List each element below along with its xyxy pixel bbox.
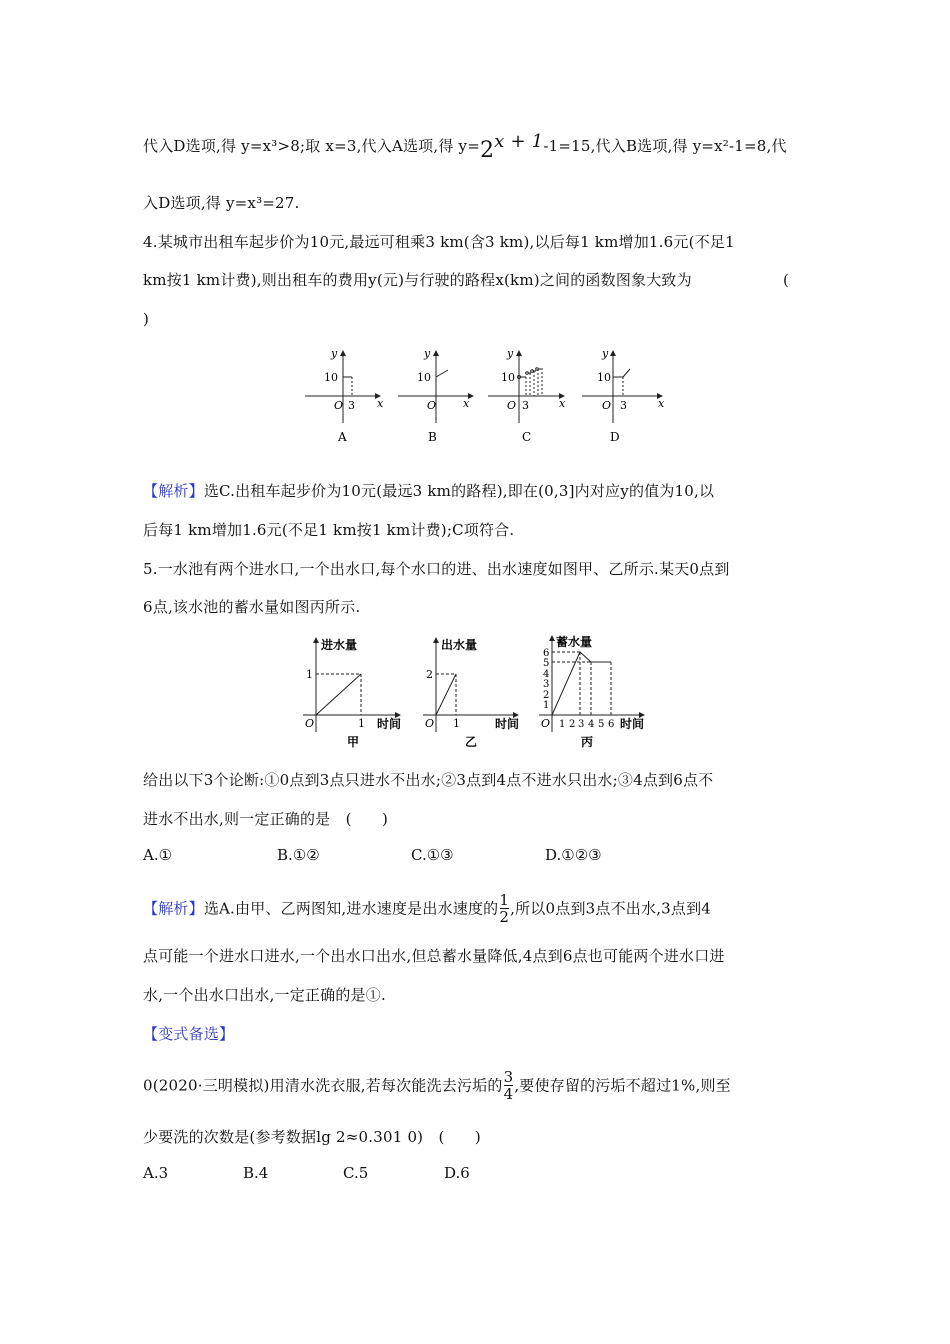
x-tick: 2 xyxy=(569,719,576,730)
text: -1=15,代入B选项,得 y=x²-1=8,代 xyxy=(543,137,787,155)
origin-label: O xyxy=(334,399,344,412)
text-line: 入D选项,得 y=x³=27. xyxy=(143,194,300,212)
y-tick: 10 xyxy=(324,371,338,384)
q4-line2 xyxy=(143,270,790,290)
x-tick: 3 xyxy=(620,399,627,412)
fraction-three-quarters xyxy=(504,1069,514,1102)
y-tick: 1 xyxy=(306,668,313,681)
q4-line1: 4.某城市出租车起步价为10元,最远可租乘3 km(含3 km),以后每1 km增加1.6元(不足1 xyxy=(143,233,735,251)
x-tick: 3 xyxy=(348,399,355,412)
origin-label: O xyxy=(602,399,612,412)
origin-label: O xyxy=(427,399,437,412)
q5-analysis-line1 xyxy=(143,893,711,926)
x-ticks xyxy=(559,719,614,730)
x-tick: 3 xyxy=(578,719,585,730)
y-axis-label: y xyxy=(507,347,514,360)
chart-caption: 甲 xyxy=(347,735,360,749)
q4-analysis-line2: 后每1 km增加1.6元(不足1 km按1 km计费);C项符合. xyxy=(143,521,515,539)
q5-analysis-line2: 点可能一个进水口进水,一个出水口出水,但总蓄水量降低,4点到6点也可能两个进水口进 xyxy=(143,947,725,965)
x-axis-label: 时间 xyxy=(377,717,402,731)
graph-label: B xyxy=(428,430,437,444)
origin-label: O xyxy=(541,717,551,730)
graph-b xyxy=(398,351,473,423)
y-tick: 4 xyxy=(543,669,550,680)
x-tick: 5 xyxy=(598,719,605,730)
option-c: C.①③ xyxy=(411,846,454,864)
q4-paren-close: ) xyxy=(143,310,150,328)
y-tick: 5 xyxy=(543,658,550,669)
denominator: 4 xyxy=(503,1085,514,1103)
variant-option-d: D.6 xyxy=(444,1164,470,1182)
q5-line2: 6点,该水池的蓄水量如图丙所示. xyxy=(143,598,361,616)
q5-statement-line1: 给出以下3个论断:①0点到3点只进水不出水;②3点到4点不进水只出水;③4点到6点不 xyxy=(143,771,714,789)
q4-analysis-line1 xyxy=(143,481,714,501)
y-tick: 10 xyxy=(417,371,431,384)
y-tick: 2 xyxy=(543,690,550,701)
analysis-tag: 【解析】 xyxy=(143,482,204,500)
x-axis-label: x xyxy=(463,397,470,410)
x-tick: 4 xyxy=(588,719,595,730)
x-tick: 1 xyxy=(453,717,460,730)
y-axis-label: 进水量 xyxy=(321,638,358,652)
x-axis-label: 时间 xyxy=(620,717,645,731)
fraction-one-half xyxy=(499,892,509,925)
x-tick: 1 xyxy=(559,719,566,730)
graph-label: A xyxy=(338,430,347,444)
variant-option-b: B.4 xyxy=(243,1164,269,1182)
variant-tag: 【变式备选】 xyxy=(143,1025,235,1043)
y-tick: 6 xyxy=(543,648,550,659)
option-b: B.①② xyxy=(277,846,320,864)
origin-label: O xyxy=(305,717,315,730)
graph-a xyxy=(305,351,380,423)
variant-line1 xyxy=(143,1070,731,1103)
numerator: 3 xyxy=(503,1068,514,1086)
chart-caption: 丙 xyxy=(581,735,594,749)
variant-option-c: C.5 xyxy=(343,1164,369,1182)
y-axis-label: y xyxy=(331,347,338,360)
origin-label: O xyxy=(507,399,517,412)
y-tick: 10 xyxy=(597,371,611,384)
y-tick: 10 xyxy=(501,371,515,384)
math-exponent: x + 1 xyxy=(494,131,544,152)
text: 选C.出租车起步价为10元(最远3 km的路程),即在(0,3]内对应y的值为10,以 xyxy=(203,482,715,500)
y-ticks xyxy=(543,648,549,711)
text: ,要使存留的污垢不超过1%,则至 xyxy=(514,1076,731,1095)
q5-charts-figure xyxy=(300,632,660,752)
graph-label: C xyxy=(522,430,532,444)
q5-line1: 5.一水池有两个进水口,一个出水口,每个水口的进、出水速度如图甲、乙所示.某天0点到 xyxy=(143,560,730,578)
x-axis-label: x xyxy=(559,397,566,410)
text-line xyxy=(143,131,787,163)
origin-label: O xyxy=(425,717,435,730)
x-tick: 3 xyxy=(522,399,529,412)
y-axis-label: y xyxy=(424,347,431,360)
analysis-tag: 【解析】 xyxy=(143,899,204,918)
text: 代入D选项,得 y=x³>8;取 x=3,代入A选项,得 y= xyxy=(143,137,480,155)
math-base: 2 xyxy=(479,138,495,163)
denominator: 2 xyxy=(499,908,510,926)
q5-analysis-line3: 水,一个出水口出水,一定正确的是①. xyxy=(143,986,386,1004)
numerator: 1 xyxy=(499,891,510,909)
text: 选A.由甲、乙两图知,进水速度是出水速度的 xyxy=(203,899,499,918)
y-axis-label: y xyxy=(602,347,609,360)
option-a: A.① xyxy=(143,846,173,864)
y-tick: 2 xyxy=(426,668,433,681)
x-axis-label: x xyxy=(377,397,384,410)
text: km按1 km计费),则出租车的费用y(元)与行驶的路程x(km)之间的函数图象大致为 xyxy=(143,271,692,289)
x-tick: 1 xyxy=(358,717,365,730)
y-axis-label: 出水量 xyxy=(441,638,478,652)
q5-statement-line2: 进水不出水,则一定正确的是 ( ) xyxy=(143,810,389,828)
graph-label: D xyxy=(610,430,620,444)
x-tick: 6 xyxy=(608,719,615,730)
graph-d xyxy=(582,351,662,423)
text: 0(2020·三明模拟)用清水洗衣服,若每次能洗去污垢的 xyxy=(143,1076,503,1095)
text: ,所以0点到3点不出水,3点到4 xyxy=(510,899,712,918)
q4-graphs-figure xyxy=(300,343,680,448)
y-tick: 3 xyxy=(543,679,550,690)
y-axis-label: 蓄水量 xyxy=(556,635,593,649)
variant-option-a: A.3 xyxy=(143,1164,169,1182)
y-tick: 1 xyxy=(543,700,550,711)
variant-line2: 少要洗的次数是(参考数据lg 2≈0.301 0) ( ) xyxy=(143,1128,481,1146)
option-d: D.①②③ xyxy=(545,846,602,864)
x-axis-label: x xyxy=(658,397,665,410)
x-axis-label: 时间 xyxy=(495,717,520,731)
answer-paren: ( xyxy=(783,271,790,289)
chart-caption: 乙 xyxy=(465,735,478,749)
graph-c xyxy=(488,351,564,423)
